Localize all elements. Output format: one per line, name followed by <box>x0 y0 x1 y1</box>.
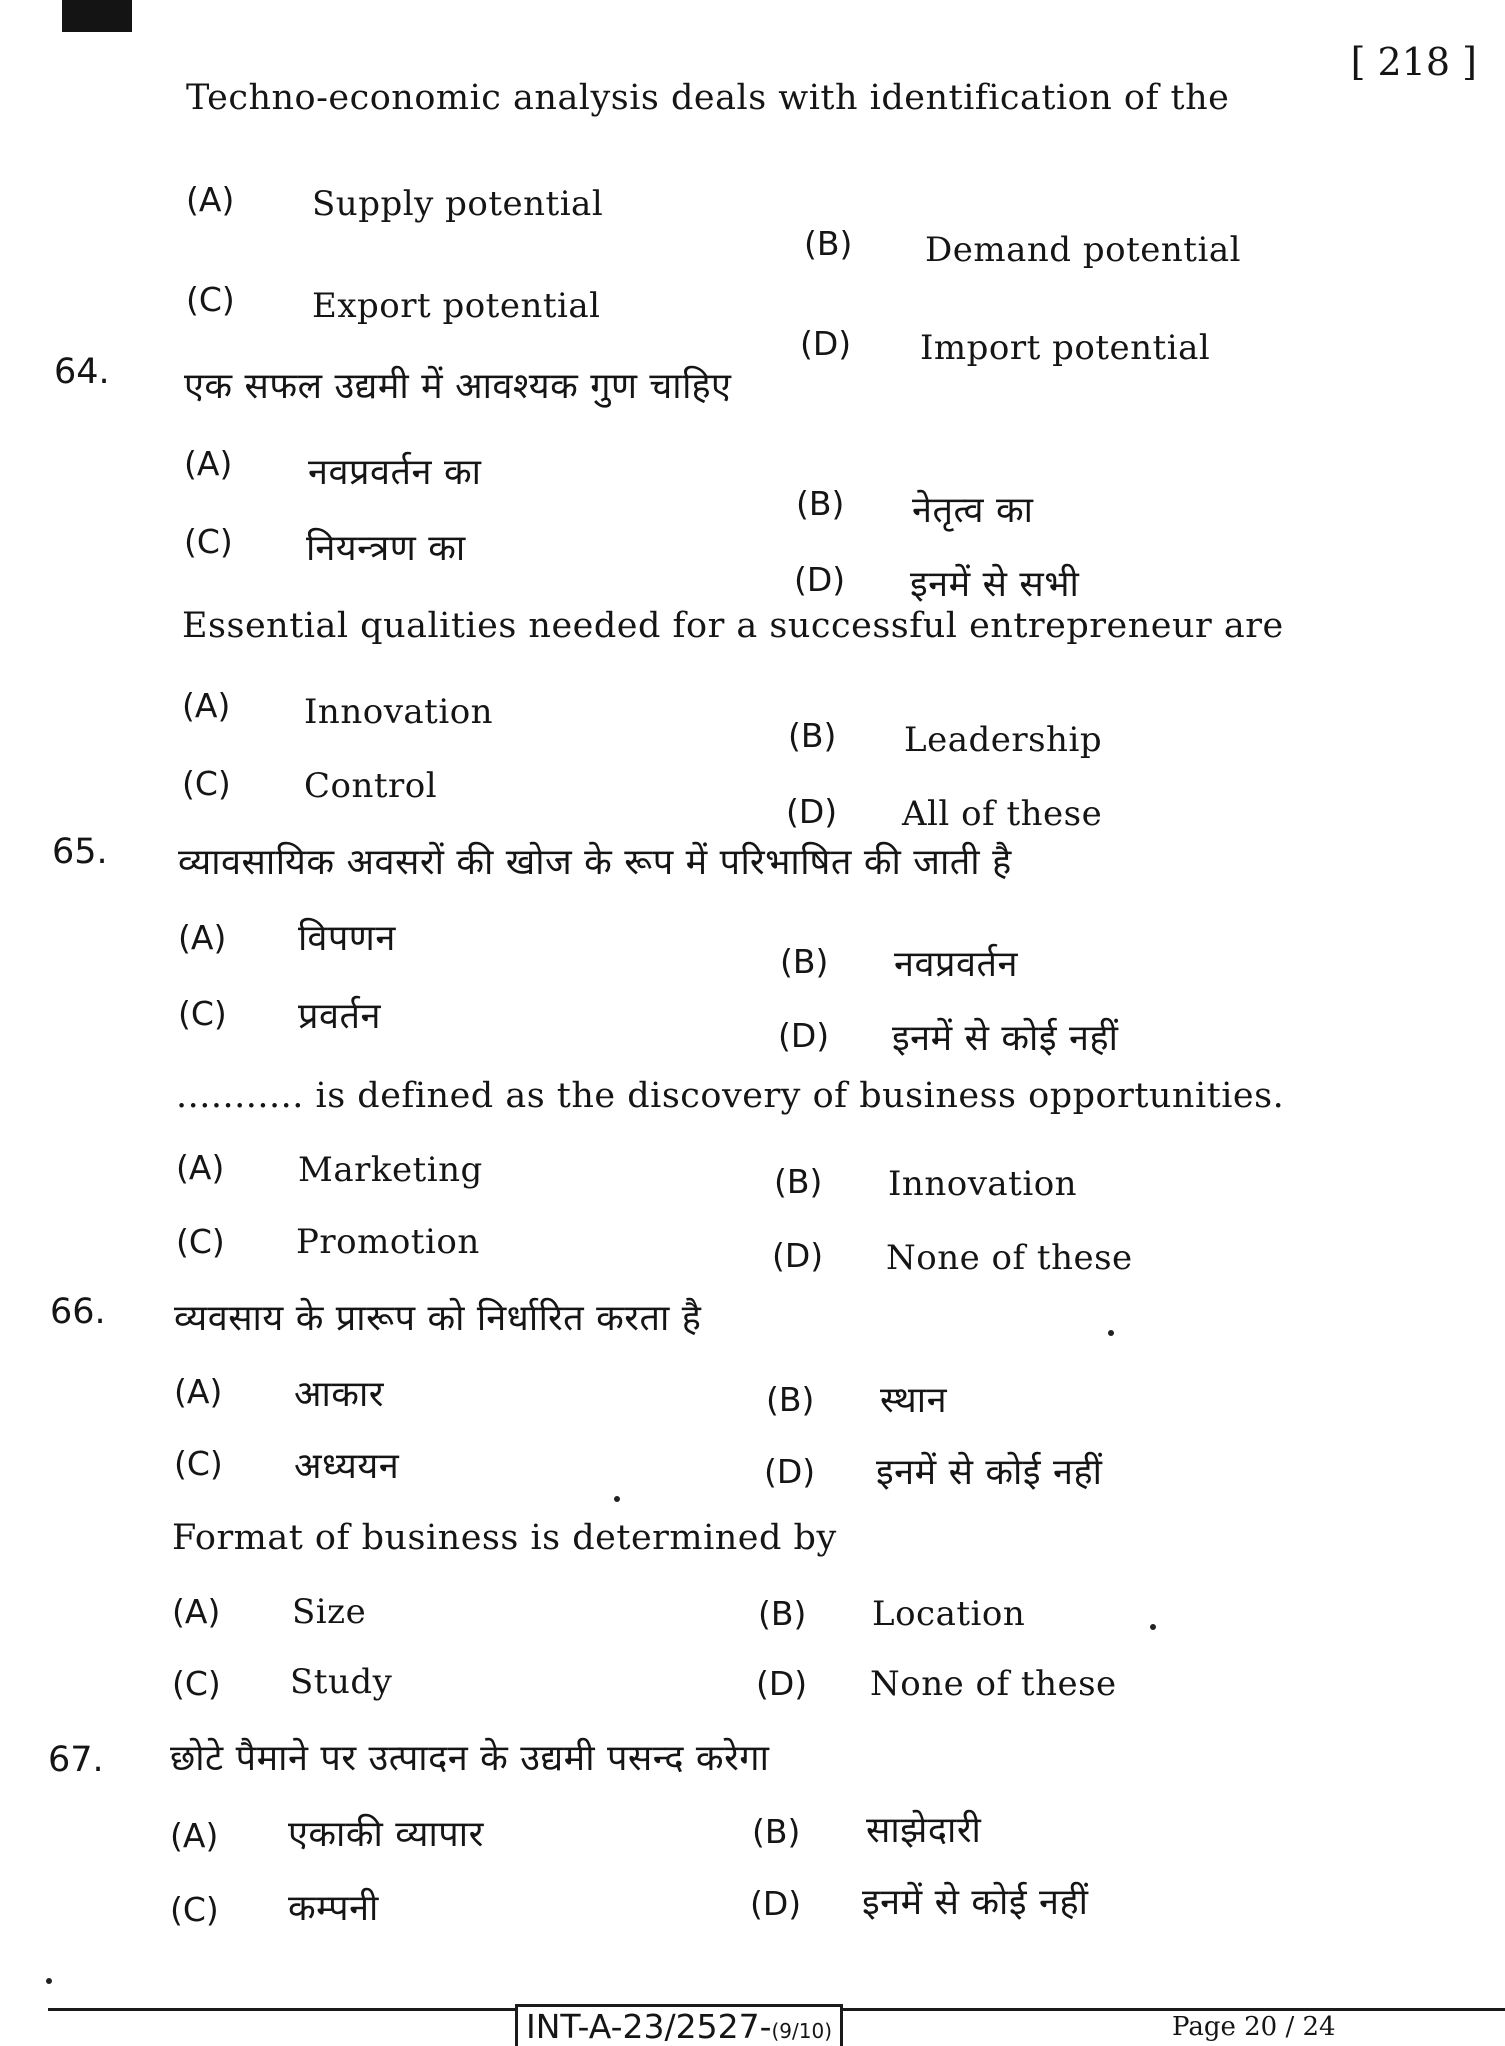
print-speck <box>46 1978 52 1984</box>
option-a-text: Innovation <box>304 692 494 732</box>
option-a-text: नवप्रवर्तन का <box>308 452 482 493</box>
option-label-c: (C) <box>170 1890 219 1929</box>
option-b-text: Innovation <box>888 1164 1078 1204</box>
option-c-text: प्रवर्तन <box>298 996 382 1037</box>
option-label-d: (D) <box>800 324 852 363</box>
paper-code-sub: (9/10) <box>771 2019 833 2043</box>
question-number: 65. <box>52 832 108 872</box>
option-c-text: नियन्त्रण का <box>306 528 466 569</box>
option-b-text: Leadership <box>904 720 1103 760</box>
option-label-d: (D) <box>764 1452 816 1491</box>
option-label-c: (C) <box>182 764 231 803</box>
option-d-text: इनमें से सभी <box>910 564 1080 605</box>
option-label-a: (A) <box>184 444 233 483</box>
option-b-text: नवप्रवर्तन <box>894 944 1018 985</box>
question-number: 66. <box>50 1292 106 1332</box>
option-label-a: (A) <box>178 918 227 957</box>
print-speck <box>614 1496 620 1502</box>
option-c-text: अध्ययन <box>294 1446 400 1487</box>
option-label-a: (A) <box>172 1592 221 1631</box>
option-d-text: इनमें से कोई नहीं <box>876 1452 1103 1493</box>
option-label-d: (D) <box>772 1236 824 1275</box>
option-label-d: (D) <box>756 1664 808 1703</box>
option-label-c: (C) <box>176 1222 225 1261</box>
page-number: Page 20 / 24 <box>1172 2012 1336 2042</box>
option-label-a: (A) <box>182 686 231 725</box>
option-a-text: Size <box>292 1592 367 1632</box>
option-c-text: Export potential <box>312 286 601 326</box>
corner-mark <box>62 0 132 32</box>
print-speck <box>1150 1624 1156 1630</box>
option-a-text: विपणन <box>298 918 396 959</box>
option-label-b: (B) <box>796 484 845 523</box>
option-b-text: स्थान <box>880 1380 948 1421</box>
option-label-c: (C) <box>174 1444 223 1483</box>
option-d-text: All of these <box>902 794 1103 834</box>
question-64-text-hi: एक सफल उद्यमी में आवश्यक गुण चाहिए <box>184 366 732 407</box>
option-b-text: नेतृत्व का <box>912 490 1034 531</box>
option-a-text: Supply potential <box>312 184 604 224</box>
option-label-d: (D) <box>750 1884 802 1923</box>
option-label-b: (B) <box>752 1812 801 1851</box>
print-speck <box>1108 1330 1114 1336</box>
option-c-text: कम्पनी <box>288 1888 379 1929</box>
option-label-b: (B) <box>766 1380 815 1419</box>
question-number: 67. <box>48 1740 104 1780</box>
paper-code-main: INT-A-23/2527- <box>526 2007 772 2046</box>
option-b-text: Demand potential <box>925 230 1241 270</box>
question-63-text-en: Techno-economic analysis deals with identification of the <box>186 78 1230 118</box>
option-label-c: (C) <box>184 522 233 561</box>
option-d-text: None of these <box>870 1664 1117 1704</box>
paper-code <box>515 2004 843 2046</box>
option-c-text: Control <box>304 766 438 806</box>
page-code: [ 218 ] <box>1350 40 1477 84</box>
option-a-text: आकार <box>294 1374 384 1415</box>
question-66-text-hi: व्यवसाय के प्रारूप को निर्धारित करता है <box>174 1298 702 1339</box>
option-label-d: (D) <box>794 560 846 599</box>
option-label-b: (B) <box>758 1594 807 1633</box>
question-67-text-hi: छोटे पैमाने पर उत्पादन के उद्यमी पसन्द करेगा <box>170 1738 770 1779</box>
option-d-text: Import potential <box>920 328 1211 368</box>
option-b-text: Location <box>872 1594 1026 1634</box>
option-label-d: (D) <box>786 792 838 831</box>
option-label-b: (B) <box>804 224 853 263</box>
question-66-text-en: Format of business is determined by <box>172 1518 837 1558</box>
question-65-text-hi: व्यावसायिक अवसरों की खोज के रूप में परिभाषित की जाती है <box>178 842 1012 883</box>
question-65-text-en: ........... is defined as the discovery of business opportunities. <box>176 1076 1285 1116</box>
option-c-text: Study <box>290 1662 393 1702</box>
option-label-a: (A) <box>176 1148 225 1187</box>
option-d-text: इनमें से कोई नहीं <box>862 1882 1089 1923</box>
option-a-text: एकाकी व्यापार <box>288 1814 484 1855</box>
option-label-c: (C) <box>186 280 235 319</box>
option-label-c: (C) <box>178 994 227 1033</box>
option-label-d: (D) <box>778 1016 830 1055</box>
option-b-text: साझेदारी <box>866 1810 982 1851</box>
option-label-a: (A) <box>174 1372 223 1411</box>
option-label-a: (A) <box>186 180 235 219</box>
option-d-text: इनमें से कोई नहीं <box>892 1018 1119 1059</box>
option-label-a: (A) <box>170 1816 219 1855</box>
question-64-text-en: Essential qualities needed for a successful entrepreneur are <box>182 606 1284 646</box>
option-c-text: Promotion <box>296 1222 480 1262</box>
option-label-b: (B) <box>780 942 829 981</box>
option-label-c: (C) <box>172 1664 221 1703</box>
option-d-text: None of these <box>886 1238 1133 1278</box>
option-label-b: (B) <box>788 716 837 755</box>
option-a-text: Marketing <box>298 1150 483 1190</box>
option-label-b: (B) <box>774 1162 823 1201</box>
question-number: 64. <box>54 352 110 392</box>
